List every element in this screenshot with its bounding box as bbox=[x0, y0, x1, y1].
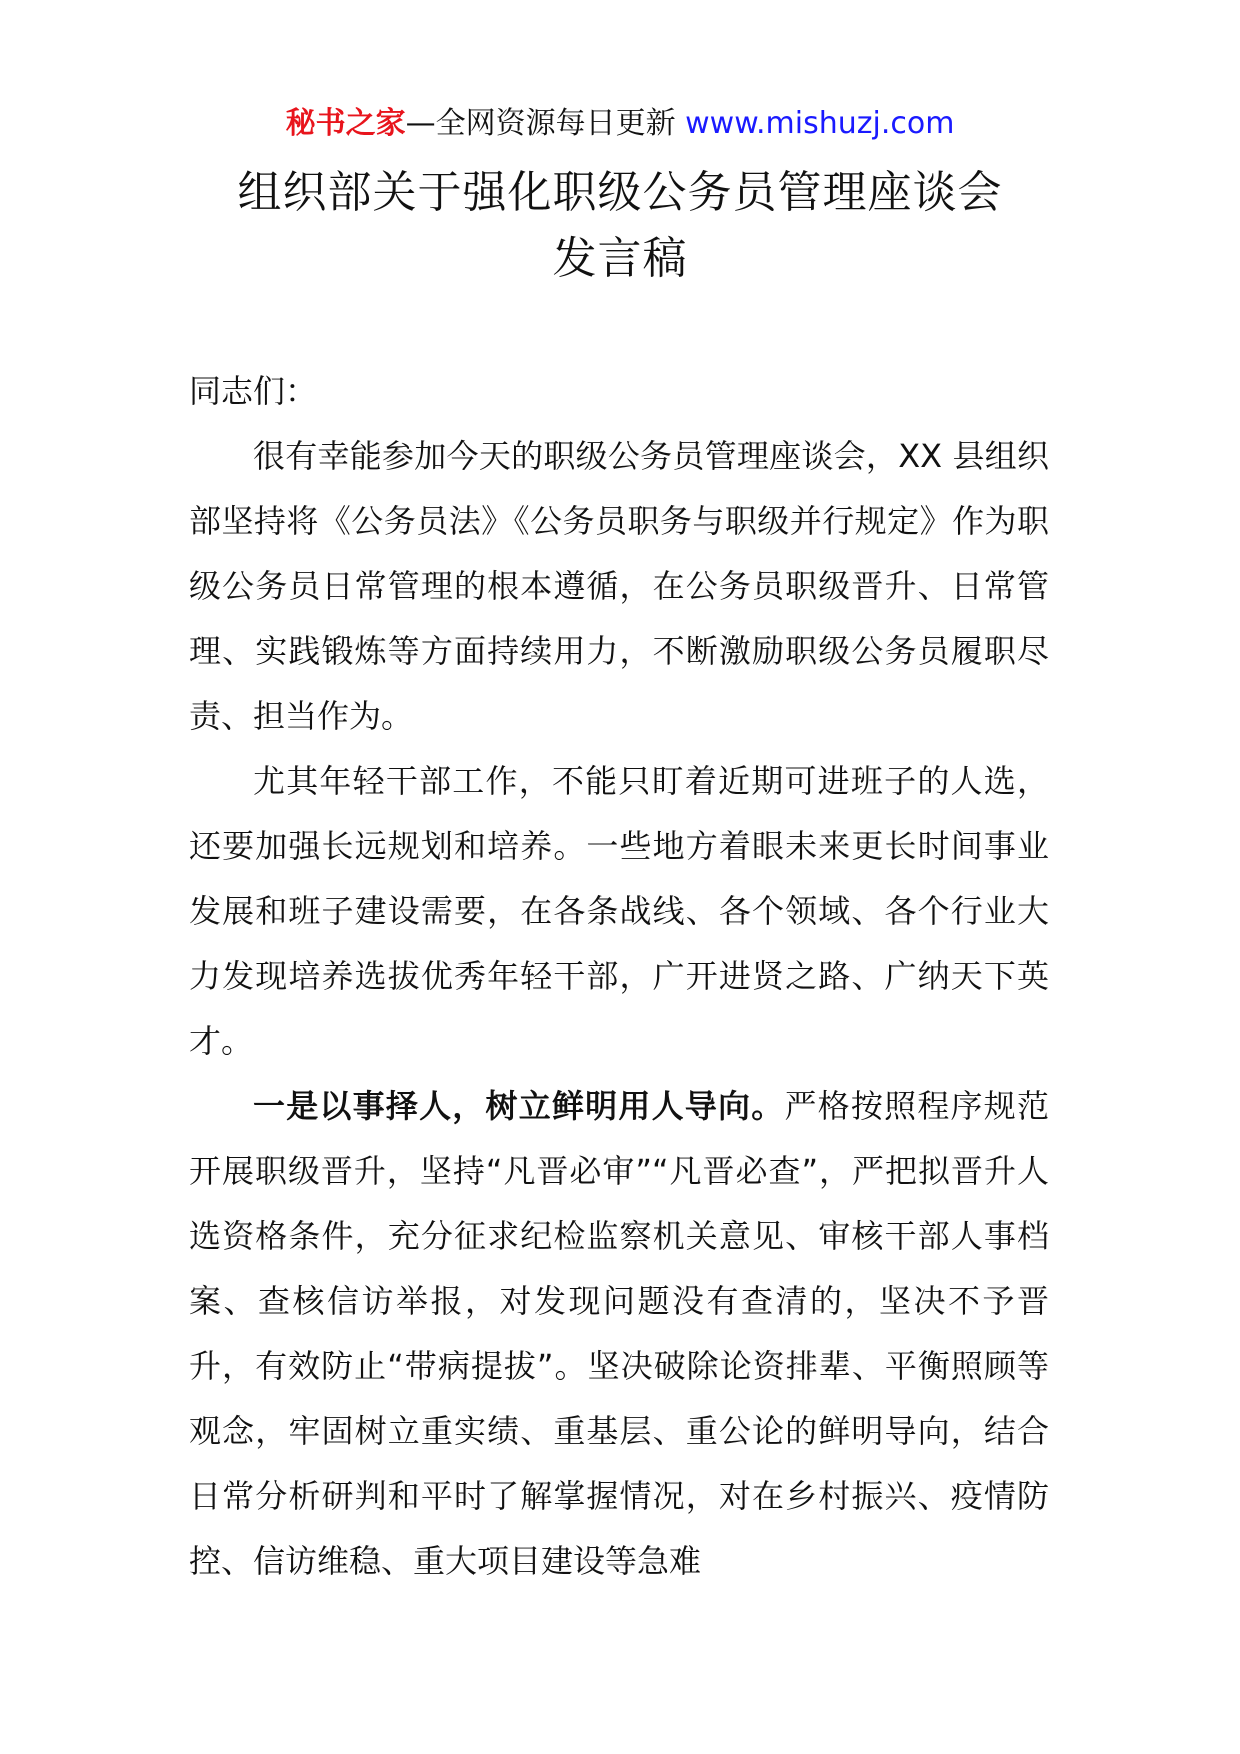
paragraph-3-text: 严格按照程序规范开展职级晋升，坚持“凡晋必审”“凡晋必查”，严把拟晋升人选资格条件，充分征求纪检监察机关意见、审核干部人事档案、查核信访举报，对发现问题没有查清的，坚决不予晋升，有效防止“带病提拔”。坚决破除论资排辈、平衡照顾等观念，牢固树立重实绩、重基层、重公论的鲜明导向，结合日常分析研判和平时了解掌握情况，对在乡村振兴、疫情防控、信访维稳、重大项目建设等急难 bbox=[189, 1087, 1049, 1580]
site-header bbox=[0, 102, 1240, 146]
paragraph-3 bbox=[189, 1074, 1049, 1594]
document-body bbox=[189, 359, 1049, 1594]
paragraph-2: 尤其年轻干部工作，不能只盯着近期可进班子的人选，还要加强长远规划和培养。一些地方着眼未来更长时间事业发展和班子建设需要，在各条战线、各个领域、各个行业大力发现培养选拔优秀年轻干部，广开进贤之路、广纳天下英才。 bbox=[189, 762, 1049, 1060]
salutation: 同志们： bbox=[189, 372, 318, 410]
paragraph-3-lead: 一是以事择人，树立鲜明用人导向。 bbox=[253, 1087, 785, 1125]
site-url[interactable]: www.mishuzj.com bbox=[685, 106, 955, 141]
title-line-1: 组织部关于强化职级公务员管理座谈会 bbox=[237, 167, 1003, 218]
paragraph-1: 很有幸能参加今天的职级公务员管理座谈会，XX 县组织部坚持将《公务员法》《公务员职务与职级并行规定》作为职级公务员日常管理的根本遵循，在公务员职级晋升、日常管理、实践锻炼等方面持续用力，不断激励职级公务员履职尽责、担当作为。 bbox=[189, 437, 1049, 735]
title-line-2: 发言稿 bbox=[552, 233, 688, 284]
document-title bbox=[0, 160, 1240, 292]
site-slogan: —全网资源每日更新 bbox=[405, 106, 686, 141]
site-brand: 秘书之家 bbox=[285, 106, 406, 141]
